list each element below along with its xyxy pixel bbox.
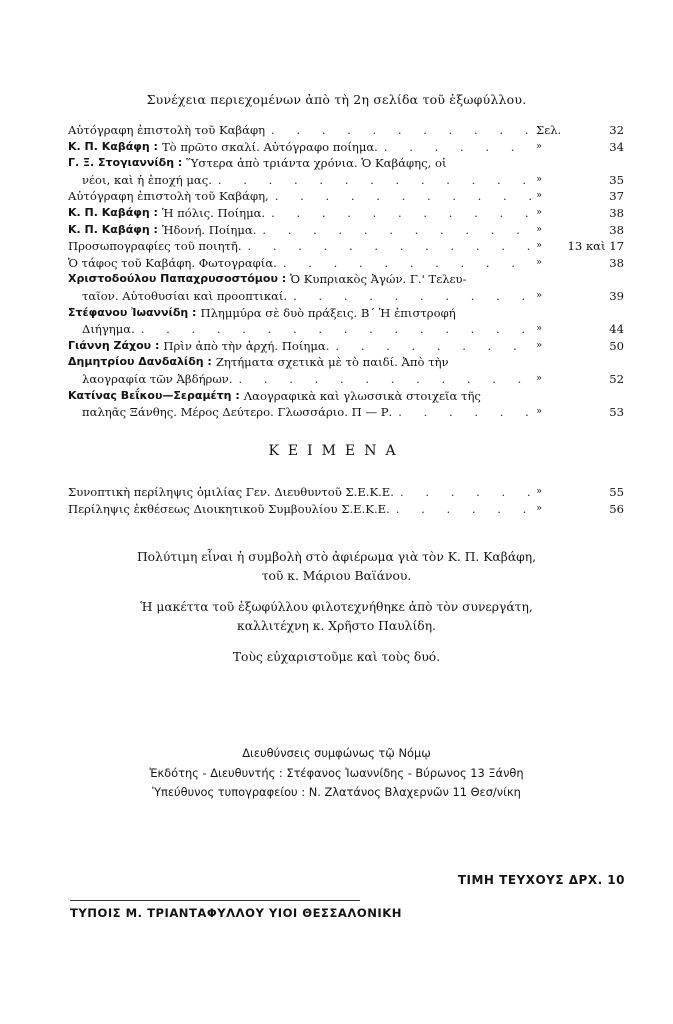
toc-entry [68,321,135,338]
texts-contents [68,484,624,517]
toc-page-number: 52 [609,371,624,386]
printer-imprint: ΤΥΠΟΙΣ Μ. ΤΡΙΑΝΤΑΦΥΛΛΟΥ ΥΙΟΙ ΘΕΣΣΑΛΟΝΙΚΗ [70,906,402,920]
toc-marker: Σελ. [536,123,562,137]
toc-row [68,388,624,405]
texts-entry [68,484,394,501]
toc-marker: » [536,223,543,235]
toc-author: Κατίνας Βεΐκου—Σεραμέτη : [68,388,240,402]
toc-page-number: 37 [609,189,624,204]
toc-row-continued [68,404,624,421]
texts-marker: » [536,486,543,497]
toc-author: Κ. Π. Καβάφη : [68,139,158,153]
acknowledgement-line-5: Τοὺς εὐχαριστοῦμε καὶ τοὺς δυό. [232,650,441,664]
toc-entry [68,122,265,139]
toc-title: Ὁ τάφος τοῦ Καβάφη. Φωτογραφία. [68,255,277,270]
dot-leader [212,172,536,189]
continuation-header: Συνέχεια περιεχομένων ἀπὸ τὴ 2η σελίδα τοῦ ἐξωφύλλου. [146,92,527,107]
toc-row [68,222,624,239]
toc-page-number: 13 καὶ 17 [567,239,624,254]
toc-row [68,155,624,172]
toc-author: Κ. Π. Καβάφη : [68,222,158,236]
toc-title: Λαογραφικὰ καὶ γλωσσικὰ στοιχεῖα τῆς [243,388,481,403]
toc-entry [68,305,456,322]
texts-marker: » [536,502,543,514]
printer-address: Ὑπεύθυνος τυπογραφείου : Ν. Ζλατάνος Βλαχερνῶν 11 Θεσ/νίκη [152,785,521,799]
toc-title: Αὐτόγραφη ἐπιστολὴ τοῦ Καβάφη [68,123,266,137]
toc-entry [68,188,269,205]
toc-author: Γ. Ξ. Στογιαννίδη : [68,156,183,170]
toc-page-number: 39 [609,288,624,303]
table-of-contents [68,122,624,421]
toc-entry [68,205,265,222]
toc-entry [68,404,392,421]
toc-row [68,305,624,322]
section-title: ΚΕΙΜΕΝΑ [268,443,405,459]
toc-page-number: 32 [609,123,624,137]
toc-entry [68,288,287,305]
toc-marker: » [536,206,543,218]
toc-row [68,122,624,139]
issue-price: ΤΙΜΗ ΤΕΥΧΟΥΣ ΔΡΧ. 10 [457,873,625,887]
toc-title: Ἡδονή. Ποίημα. [161,222,257,237]
toc-row [68,354,624,371]
toc-row [68,238,624,255]
acknowledgement-line-2: τοῦ κ. Μάριου Βαϊάνου. [261,569,412,583]
toc-title: Τὸ πρῶτο σκαλί. Αὐτόγραφο ποίημα. [161,139,378,154]
toc-entry [68,338,329,355]
dot-leader [392,404,536,421]
dot-leader [277,255,536,272]
toc-entry [68,222,256,239]
dot-leader [242,238,536,255]
toc-title-continued: λαογραφία τῶν Ἀβδήρων. [82,371,233,386]
toc-entry [68,388,481,405]
address-heading: Διευθύνσεις συμφώνως τῷ Νόμῳ [242,746,431,760]
toc-entry [68,238,242,255]
toc-entry [68,139,378,156]
texts-row [68,501,624,518]
toc-marker: » [536,289,543,301]
toc-page-number: 44 [609,322,624,337]
toc-row [68,255,624,272]
toc-marker: » [536,140,543,152]
toc-page-number: 38 [609,205,624,220]
toc-entry [68,271,467,288]
toc-title: Πλημμύρα σὲ δυὸ πράξεις. Β΄ Ἡ ἐπιστροφή [200,305,456,320]
toc-title: Ὕστερα ἀπὸ τριάντα χρόνια. Ὁ Καβάφης, οἱ [186,156,447,171]
dot-leader [135,321,536,338]
toc-title-continued: ταῖον. Αὐτοθυσίαι καὶ προοπτικαί. [82,288,288,303]
toc-page-number: 38 [609,255,624,270]
toc-marker: » [536,240,543,252]
dot-leader [378,139,536,156]
toc-row-continued [68,321,624,338]
toc-page-number: 34 [609,139,624,154]
dot-leader [390,501,536,518]
toc-author: Δημητρίου Δανδαλίδη : [68,355,212,369]
toc-title: Πρὶν ἀπὸ τὴν ἀρχή. Ποίημα. [163,338,330,353]
toc-title-continued: νέοι, καὶ ἡ ἐποχή μας. [82,172,212,187]
toc-marker: » [536,406,543,418]
toc-row-continued [68,371,624,388]
toc-title: Προσωπογραφίες τοῦ ποιητῆ. [68,239,242,254]
divider-rule [70,900,360,901]
toc-entry [68,255,277,272]
dot-leader [287,288,536,305]
acknowledgement-line-3: Ἡ μακέττα τοῦ ἐξωφύλλου φιλοτεχνήθηκε ἀπὸ τὸν συνεργάτη, [140,600,533,614]
toc-title: Ἡ πόλις. Ποίημα. [161,205,266,220]
toc-entry [68,172,212,189]
toc-author: Χριστοδούλου Παπαχρυσοστόμου : [68,272,287,286]
toc-marker: » [536,256,543,268]
dot-leader [233,371,536,388]
texts-page-number: 56 [609,501,624,516]
toc-entry [68,354,449,371]
publisher-address: Ἐκδότης - Διευθυντής : Στέφανος Ἰωαννίδης - Βύρωνος 13 Ξάνθη [149,766,524,780]
toc-title: Αὐτόγραφη ἐπιστολὴ τοῦ Καβάφη, [68,189,269,204]
toc-marker: » [536,339,543,351]
toc-row-continued [68,172,624,189]
dot-leader [265,205,536,222]
toc-page-number: 38 [609,222,624,237]
toc-marker: » [536,323,543,335]
toc-marker: » [536,372,543,384]
dot-leader [394,484,536,501]
toc-row [68,188,624,205]
toc-row [68,271,624,288]
toc-page-number: 50 [609,338,624,353]
toc-page-number: 35 [609,172,624,187]
acknowledgement-line-1: Πολύτιμη εἶναι ἡ συμβολὴ στὸ ἀφιέρωμα γιὰ τὸν Κ. Π. Καβάφη, [136,550,537,564]
toc-author: Γιάννη Ζάχου : [68,338,160,352]
toc-author: Κ. Π. Καβάφη : [68,205,158,219]
toc-row [68,205,624,222]
acknowledgement-line-4: καλλιτέχνη κ. Χρῆστο Παυλίδη. [237,619,436,633]
toc-title-continued: Διήγημα. [82,322,135,337]
toc-row [68,338,624,355]
toc-row [68,139,624,156]
toc-title: Ὁ Κυπριακὸς Ἀγών. Γ.' Τελευ- [290,272,467,287]
texts-entry [68,501,390,518]
toc-entry [68,371,233,388]
dot-leader [265,122,536,139]
toc-row-continued [68,288,624,305]
texts-page-number: 55 [609,485,624,499]
toc-title-continued: παληᾶς Ξάνθης. Μέρος Δεύτερο. Γλωσσάριο. Π — Ρ. [82,405,393,420]
toc-marker: » [536,173,543,185]
texts-title: Περίληψις ἐκθέσεως Διοικητικοῦ Συμβουλίου Σ.Ε.Κ.Ε. [68,501,390,516]
toc-page-number: 53 [609,405,624,420]
dot-leader [329,338,536,355]
toc-author: Στέφανου Ἰωαννίδη : [68,305,197,319]
toc-marker: » [536,190,543,202]
toc-title: Ζητήματα σχετικὰ μὲ τὸ παιδί. Ἀπὸ τὴν [215,355,449,370]
toc-entry [68,155,447,172]
texts-title: Συνοπτικὴ περίληψις ὁμιλίας Γεν. Διευθυντοῦ Σ.Ε.Κ.Ε. [68,485,394,499]
dot-leader [269,188,536,205]
texts-row [68,484,624,501]
dot-leader [256,222,536,239]
